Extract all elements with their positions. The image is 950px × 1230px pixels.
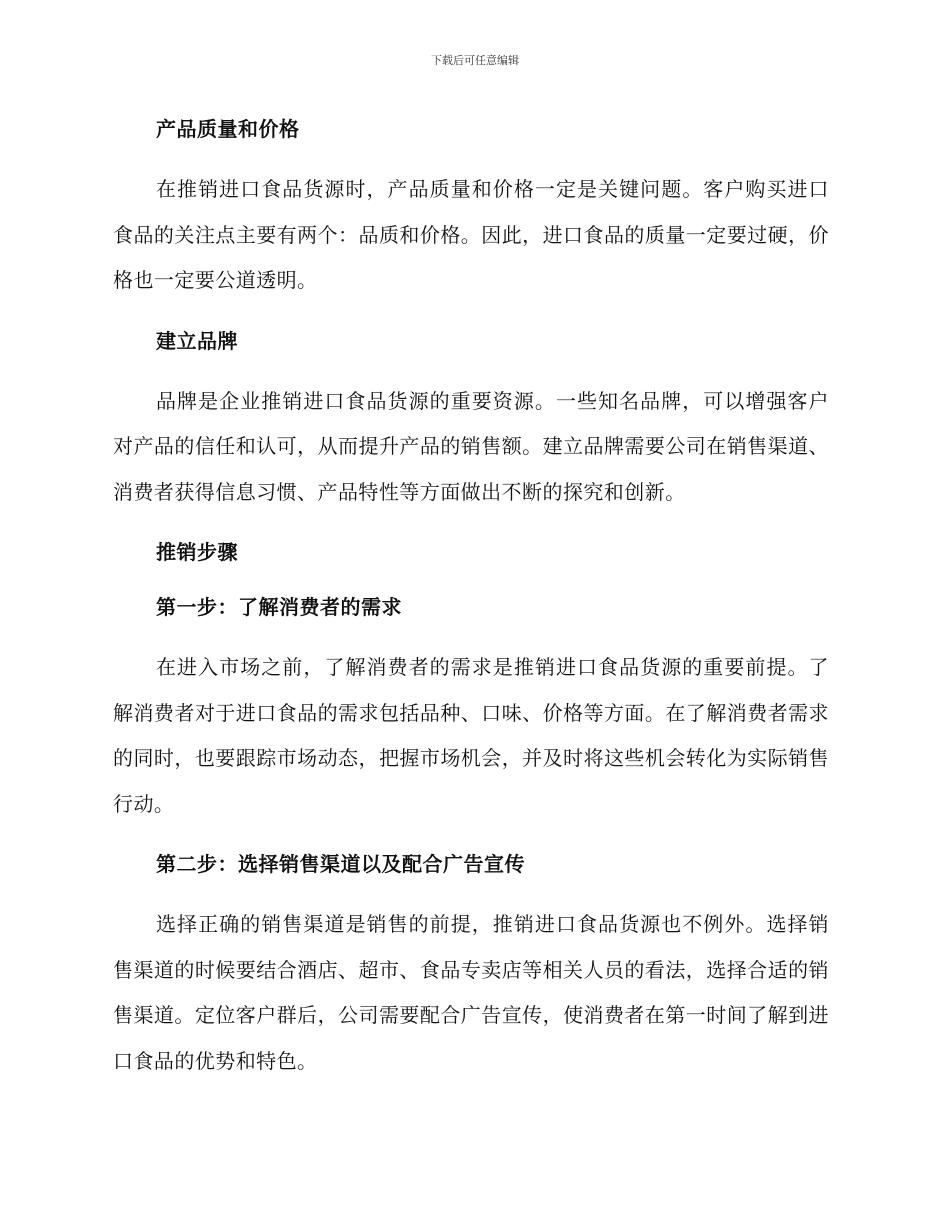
section-heading-quality-price: 产品质量和价格	[156, 117, 300, 141]
section-heading-steps: 推销步骤	[156, 540, 238, 564]
section-heading-brand: 建立品牌	[156, 328, 238, 353]
paragraph-step-two: 选择正确的销售渠道是销售的前提，推销进口食品货源也不例外。选择销售渠道的时候要结合酒店、超市、食品专卖店等相关人员的看法，选择合适的销售渠道。定位客户群后，公司需要配合广告宣传，使消费者在第一时间了解到进口食品的优势和特色。	[113, 912, 829, 1073]
paragraph-quality-price: 在推销进口食品货源时，产品质量和价格一定是关键问题。客户购买进口食品的关注点主要有两个：品质和价格。因此，进口食品的质量一定要过硬，价格也一定要公道透明。	[113, 177, 829, 292]
paragraph-brand: 品牌是企业推销进口食品货源的重要资源。一些知名品牌，可以增强客户对产品的信任和认可，从而提升产品的销售额。建立品牌需要公司在销售渠道、消费者获得信息习惯、产品特性等方面做出不断的探究和创新。	[113, 388, 829, 504]
page-header-note: 下载后可任意编辑	[431, 54, 519, 67]
section-heading-step-two: 第二步：选择销售渠道以及配合广告宣传	[156, 852, 525, 876]
document-body	[113, 112, 829, 1104]
section-heading-step-one: 第一步：了解消费者的需求	[156, 595, 402, 619]
paragraph-step-one: 在进入市场之前，了解消费者的需求是推销进口食品货源的重要前提。了解消费者对于进口食品的需求包括品种、口味、价格等方面。在了解消费者需求的同时，也要跟踪市场动态，把握市场机会，并及时将这些机会转化为实际销售行动。	[113, 655, 829, 816]
